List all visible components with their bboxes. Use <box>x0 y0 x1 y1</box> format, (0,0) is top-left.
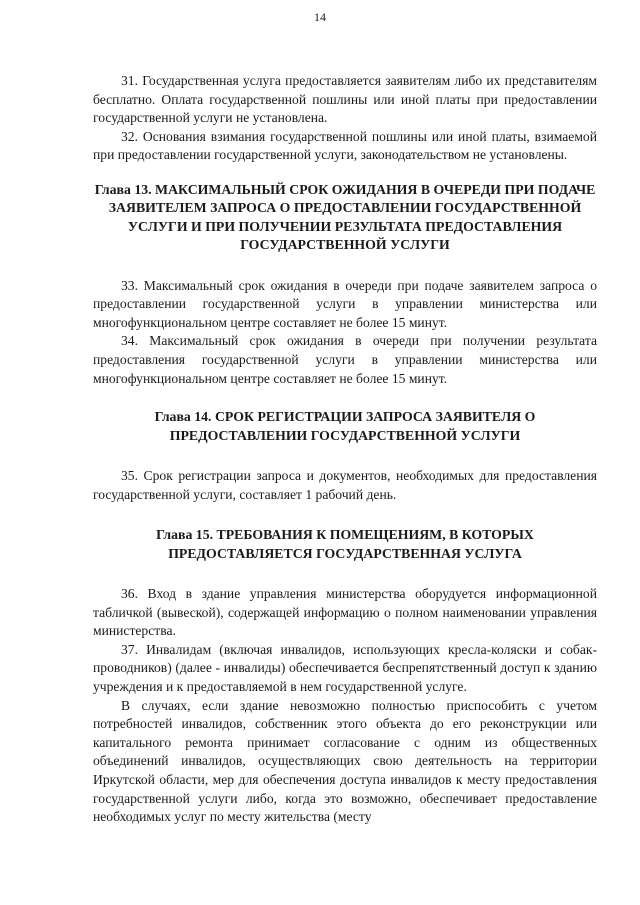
paragraph-34: 34. Максимальный срок ожидания в очереди при получении результата предоставления государственной услуги в управлении министерства или многофункциональном центре составляет не более 15 минут. <box>93 333 597 386</box>
page-content <box>93 72 597 827</box>
paragraph-36: 36. Вход в здание управления министерства оборудуется информационной табличкой (вывеской), содержащей информацию о полном наименовании управления министерства. <box>93 585 597 639</box>
chapter-15-heading: Глава 15. ТРЕБОВАНИЯ К ПОМЕЩЕНИЯМ, В КОТОРЫХ ПРЕДОСТАВЛЯЕТСЯ ГОСУДАРСТВЕННАЯ УСЛУГА <box>156 527 534 561</box>
paragraph-35: 35. Срок регистрации запроса и документов, необходимых для предоставления государственной услуги, составляет 1 рабочий день. <box>93 467 597 502</box>
paragraph-32: 32. Основания взимания государственной пошлины или иной платы, взимаемой при предоставлении государственной услуги, законодательством не установлены. <box>93 128 597 163</box>
paragraph-37-continuation: В случаях, если здание невозможно полностью приспособить с учетом потребностей инвалидов, собственник этого объекта до его реконструкции или капитального ремонта принимает согласование с одним из общественных объединений инвалидов, осуществляющих свою деятельность на территории Иркутской области, мер для обеспечения доступа инвалидов к месту предоставления государственной услуги либо, когда это возможно, обеспечивает предоставление необходимых услуг по месту жительства (месту <box>93 697 597 825</box>
paragraph-33: 33. Максимальный срок ожидания в очереди при подаче заявителем запроса о предоставлении государственной услуги в управлении министерства или многофункциональном центре составляет не более 15 минут. <box>93 277 597 330</box>
paragraph-31: 31. Государственная услуга предоставляется заявителям либо их представителям бесплатно. Оплата государственной пошлины или иной платы при предоставлении государственной услуги не установлена. <box>93 73 597 126</box>
page-number: 14 <box>314 10 326 24</box>
chapter-14-heading: Глава 14. СРОК РЕГИСТРАЦИИ ЗАПРОСА ЗАЯВИТЕЛЯ О ПРЕДОСТАВЛЕНИИ ГОСУДАРСТВЕННОЙ УСЛУГИ <box>154 409 536 443</box>
paragraph-37: 37. Инвалидам (включая инвалидов, использующих кресла-коляски и собак-проводников) (далее - инвалиды) обеспечивается беспрепятственный доступ к зданию учреждения и к предоставляемой в нем государственной услуге. <box>93 641 597 694</box>
chapter-13-heading: Глава 13. МАКСИМАЛЬНЫЙ СРОК ОЖИДАНИЯ В ОЧЕРЕДИ ПРИ ПОДАЧЕ ЗАЯВИТЕЛЕМ ЗАПРОСА О ПРЕДОСТАВЛЕНИИ ГОСУДАРСТВЕННОЙ УСЛУГИ И ПРИ ПОЛУЧЕНИИ РЕЗУЛЬТАТА ПРЕДОСТАВЛЕНИЯ ГОСУДАРСТВЕННОЙ УСЛУГИ <box>94 181 596 253</box>
